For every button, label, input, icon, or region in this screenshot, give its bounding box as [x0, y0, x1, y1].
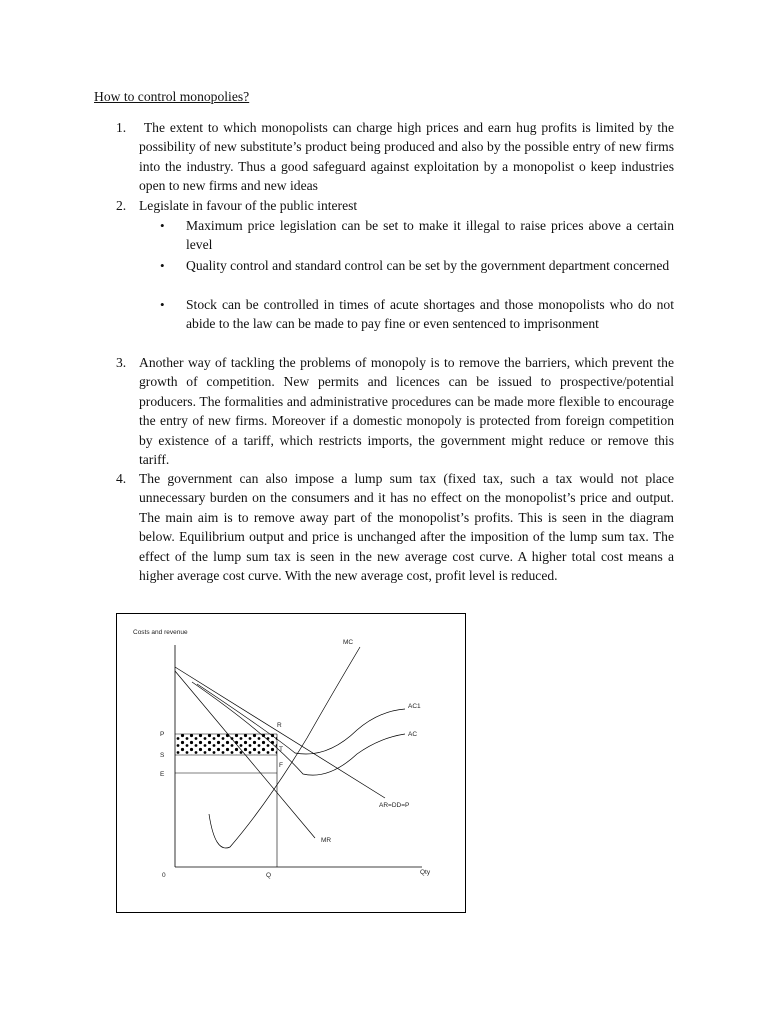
item-4-text: The government can also impose a lump sum tax (fixed tax, such a tax would not place unnecessary burden on the consumers and it has no effect on the monopolist’s price and output. The main aim is to remove away part of the monopolist’s profits. This is seen in the diagram below. Equilibrium output and price is unchanged after the imposition of the lump sum tax. The effect of the lump sum tax is seen in the new average cost curve. A higher total cost means a higher average cost curve. With the new average cost, profit level is reduced.	[139, 471, 674, 584]
label-ac1: AC1	[408, 703, 421, 710]
label-mr: MR	[321, 837, 332, 844]
y-axis-label: Costs and revenue	[133, 629, 188, 636]
item-4-number: 4.	[116, 471, 127, 486]
lump-sum-tax-diagram	[116, 613, 466, 913]
item-1-text: The extent to which monopolists can charge high prices and earn hug profits is limited by the possibility of new substitute’s product being produced and also by the possible entry of new firms into the industry. Thus a good safeguard against exploitation by a monopolist o keep industries open to new firms and new ideas	[139, 120, 678, 194]
label-origin: 0	[162, 872, 166, 879]
label-r: R	[277, 722, 282, 729]
label-f: F	[279, 762, 283, 769]
item-2-bullet-2: Quality control and standard control can be set by the government department concerned	[186, 258, 670, 273]
page-title: How to control monopolies?	[94, 89, 250, 104]
label-e: E	[160, 771, 165, 778]
demand-curve	[175, 667, 385, 798]
profit-area	[175, 734, 277, 755]
ac-curve	[192, 682, 405, 775]
label-s: S	[160, 752, 165, 759]
bullet-icon: •	[160, 297, 165, 312]
item-3-text: Another way of tackling the problems of monopoly is to remove the barriers, which prevent the growth of competition. New permits and licences can be issued to prospective/potential producers. The formalities and administrative procedures can be made more flexible to encourage the entry of new firms. Moreover if a domestic monopoly is protected from foreign competition by existence of a tariff, which restricts imports, the government might reduce or remove this tariff.	[139, 355, 674, 468]
item-2-text: Legislate in favour of the public interest	[139, 198, 358, 213]
item-3-number: 3.	[116, 355, 127, 370]
label-ac: AC	[408, 731, 418, 738]
label-q: Q	[266, 872, 272, 879]
item-1-number: 1.	[116, 120, 127, 135]
diagram-svg	[117, 614, 467, 914]
label-t: T	[279, 746, 283, 753]
item-2-bullet-1: Maximum price legislation can be set to make it illegal to raise prices above a certain level	[186, 218, 674, 253]
item-2-bullet-3: Stock can be controlled in times of acute shortages and those monopolists who do not abide to the law can be made to pay fine or even sentenced to imprisonment	[186, 297, 674, 332]
x-axis-label: Qty	[420, 869, 431, 876]
label-p: P	[160, 731, 165, 738]
bullet-icon: •	[160, 218, 165, 233]
item-2-number: 2.	[116, 198, 127, 213]
label-mc: MC	[343, 639, 354, 646]
bullet-icon: •	[160, 258, 165, 273]
label-ar-dd-p: AR=DD=P	[379, 802, 410, 809]
